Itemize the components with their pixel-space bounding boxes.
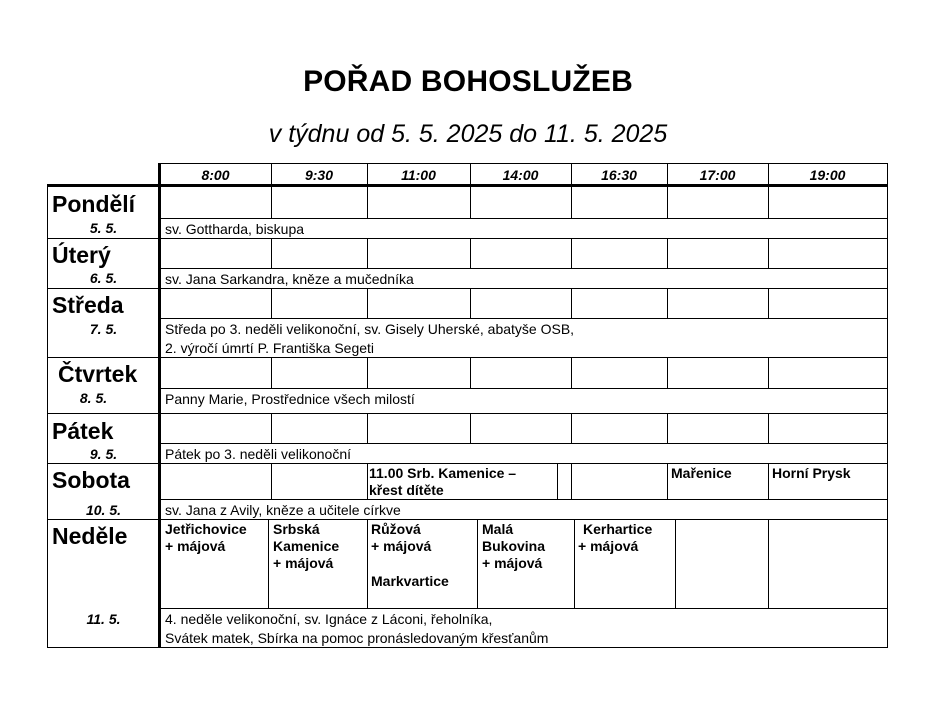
column-line <box>367 413 368 443</box>
column-line <box>367 357 368 388</box>
note-separator-4 <box>158 443 888 444</box>
event-sunday-1100-line4: Markvartice <box>371 573 449 589</box>
event-saturday-1900: Horní Prysk <box>772 465 851 481</box>
column-line <box>470 288 471 318</box>
column-line <box>768 357 769 388</box>
note-sunday-line1: 4. neděle velikonoční, sv. Ignáce z Láconi, řeholníka, <box>165 611 493 627</box>
column-line <box>367 238 368 268</box>
day-separator-2 <box>47 357 888 358</box>
event-sunday-0930-line3: + májová <box>273 555 334 571</box>
date-friday: 9. 5. <box>89 446 118 462</box>
column-line <box>571 463 572 499</box>
date-wednesday: 7. 5. <box>89 321 118 337</box>
date-tuesday: 6. 5. <box>89 270 118 286</box>
column-line <box>470 163 471 218</box>
column-line <box>675 519 676 608</box>
time-header-1400: 14:00 <box>502 167 539 183</box>
event-sunday-1400-line3: + májová <box>482 555 543 571</box>
header-top-line <box>158 163 888 164</box>
day-saturday: Sobota <box>52 467 130 493</box>
column-line <box>768 519 769 608</box>
column-line <box>470 238 471 268</box>
column-line <box>571 163 572 218</box>
event-saturday-1100-line2: křest dítěte <box>369 482 444 498</box>
event-sunday-0800-line1: Jetřichovice <box>165 521 247 537</box>
column-line <box>667 163 668 218</box>
note-wednesday-line1: Středa po 3. neděli velikonoční, sv. Gisely Uherské, abatyše OSB, <box>165 321 575 337</box>
column-line <box>271 463 272 499</box>
event-sunday-1400-line2: Bukovina <box>482 538 546 554</box>
week-subtitle: v týdnu od 5. 5. 2025 do 11. 5. 2025 <box>268 120 668 148</box>
column-line <box>667 463 668 499</box>
time-header-1100: 11:00 <box>401 167 436 183</box>
day-separator-0 <box>47 238 888 239</box>
column-line <box>574 519 575 608</box>
column-line <box>768 463 769 499</box>
day-separator-4 <box>47 463 888 464</box>
column-line <box>667 413 668 443</box>
time-header-0930: 9:30 <box>304 167 334 183</box>
day-column-divider <box>158 163 161 648</box>
event-sunday-1630-line1: Kerhartice <box>583 521 653 537</box>
column-line <box>571 288 572 318</box>
event-sunday-1100-line2: + májová <box>371 538 432 554</box>
day-monday: Pondělí <box>52 191 136 217</box>
column-line <box>367 163 368 218</box>
note-separator-6 <box>158 608 888 609</box>
page-title: POŘAD BOHOSLUŽEB <box>303 65 633 98</box>
column-line <box>477 519 478 608</box>
header-bottom-line <box>47 184 888 187</box>
note-saturday: sv. Jana z Avily, kněze a učitele církve <box>165 502 401 518</box>
time-header-1630: 16:30 <box>601 167 637 183</box>
column-line <box>557 463 558 499</box>
column-line <box>367 519 368 608</box>
note-separator-1 <box>158 268 888 269</box>
column-line <box>768 288 769 318</box>
event-sunday-0930-line1: Srbská <box>273 521 320 537</box>
note-sunday-line2: Svátek matek, Sbírka na pomoc pronásledovaným křesťanům <box>165 630 549 646</box>
column-line <box>268 519 269 608</box>
time-header-1900: 19:00 <box>809 167 846 183</box>
day-friday: Pátek <box>52 418 114 444</box>
table-left-border <box>47 184 48 648</box>
column-line <box>367 463 368 499</box>
column-line <box>768 238 769 268</box>
column-line <box>667 238 668 268</box>
column-line <box>768 163 769 218</box>
column-line <box>667 288 668 318</box>
event-saturday-1100-line1: 11.00 Srb. Kamenice – <box>369 465 517 481</box>
table-bottom-line <box>47 647 888 648</box>
note-wednesday-line2: 2. výročí úmrtí P. Františka Segeti <box>165 340 375 356</box>
column-line <box>271 413 272 443</box>
note-friday: Pátek po 3. neděli velikonoční <box>165 446 352 462</box>
column-line <box>271 238 272 268</box>
day-thursday: Čtvrtek <box>58 361 138 387</box>
note-monday: sv. Gottharda, biskupa <box>165 221 305 237</box>
day-separator-1 <box>47 288 888 289</box>
column-line <box>271 357 272 388</box>
date-monday: 5. 5. <box>89 220 118 236</box>
time-header-0800: 8:00 <box>201 167 230 183</box>
date-saturday: 10. 5. <box>85 502 122 518</box>
day-separator-3 <box>47 413 888 414</box>
column-line <box>571 238 572 268</box>
event-sunday-1630-line2: + májová <box>578 538 639 554</box>
column-line <box>571 357 572 388</box>
date-thursday: 8. 5. <box>79 390 108 406</box>
event-sunday-0930-line2: Kamenice <box>273 538 340 554</box>
column-line <box>470 357 471 388</box>
day-separator-5 <box>47 519 888 520</box>
column-line <box>367 288 368 318</box>
note-tuesday: sv. Jana Sarkandra, kněze a mučedníka <box>165 271 414 287</box>
day-tuesday: Úterý <box>52 242 111 268</box>
note-separator-3 <box>158 388 888 389</box>
event-saturday-1700: Mařenice <box>671 465 732 481</box>
day-sunday: Neděle <box>52 523 128 549</box>
event-sunday-1100-line1: Růžová <box>371 521 421 537</box>
table-right-border <box>887 163 888 648</box>
note-thursday: Panny Marie, Prostřednice všech milostí <box>165 391 415 407</box>
time-header-1700: 17:00 <box>699 167 736 183</box>
column-line <box>667 357 668 388</box>
note-separator-5 <box>158 499 888 500</box>
column-line <box>470 413 471 443</box>
note-separator-2 <box>158 318 888 319</box>
column-line <box>571 413 572 443</box>
event-sunday-0800-line2: + májová <box>165 538 226 554</box>
column-line <box>271 163 272 218</box>
column-line <box>768 413 769 443</box>
note-separator-0 <box>158 218 888 219</box>
event-sunday-1400-line1: Malá <box>482 521 514 537</box>
column-line <box>271 288 272 318</box>
date-sunday: 11. 5. <box>86 611 121 627</box>
day-wednesday: Středa <box>52 292 124 318</box>
